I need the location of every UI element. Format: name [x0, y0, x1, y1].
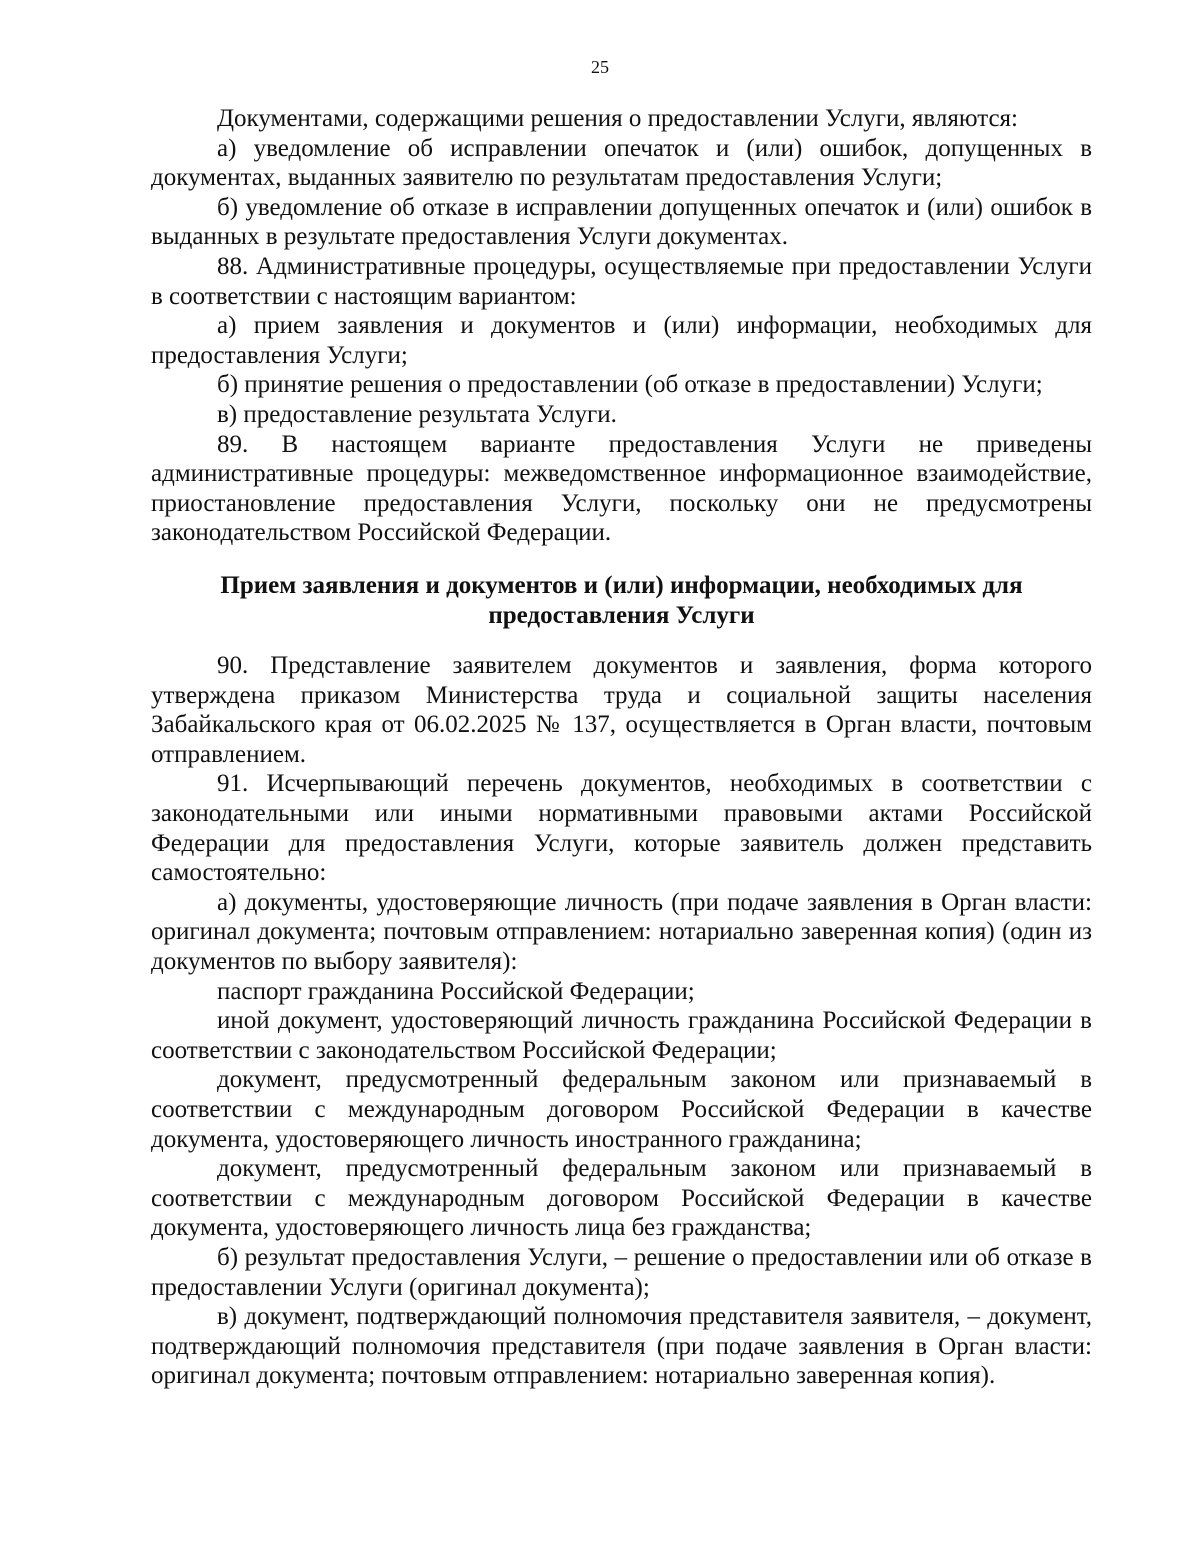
paragraph-stateless-id: документ, предусмотренный федеральным законом или признаваемый в соответствии с международным договором Российской Федерации в качестве документа, удостоверяющего личность лица без гражданства;: [151, 1155, 1092, 1242]
paragraph-91: 91. Исчерпывающий перечень документов, необходимых в соответствии с законодательными или иными нормативными правовыми актами Российской Федерации для предоставления Услуги, которые заявитель должен представить самостоятельно:: [151, 770, 1092, 887]
paragraph-item-b-refusal-notice: б) уведомление об отказе в исправлении допущенных опечаток и (или) ошибок в выданных в результате предоставления Услуги документах.: [151, 193, 1092, 251]
page-number: 25: [591, 57, 609, 77]
paragraph-documents-intro: Документами, содержащими решения о предоставлении Услуги, являются:: [217, 105, 1018, 132]
paragraph-88-item-a: а) прием заявления и документов и (или) информации, необходимых для предоставления Услуги;: [151, 312, 1092, 369]
paragraph-passport: паспорт гражданина Российской Федерации;: [217, 977, 695, 1005]
paragraph-foreign-citizen-id: документ, предусмотренный федеральным законом или признаваемый в соответствии с международным договором Российской Федерации в качестве документа, удостоверяющего личность иностранного гражданина;: [151, 1066, 1092, 1153]
section-heading: Прием заявления и документов и (или) информации, необходимых для предоставления Услуги: [220, 571, 1023, 629]
document-body: [151, 104, 1092, 1391]
paragraph-90: 90. Представление заявителем документов и заявления, форма которого утверждена приказом Министерства труда и социальной защиты населения Забайкальского края от 06.02.2025 № 137, осуществляется в Орган власти, почтовым отправлением.: [151, 652, 1092, 768]
paragraph-88-item-b: б) принятие решения о предоставлении (об отказе в предоставлении) Услуги;: [217, 371, 1043, 399]
paragraph-88-item-v: в) предоставление результата Услуги.: [217, 400, 617, 428]
paragraph-89: 89. В настоящем варианте предоставления Услуги не приведены административные процедуры: межведомственное информационное взаимодействие, приостановление предоставления Услуги, поскольку они не предусмотрены законодательством Российской Федерации.: [151, 430, 1092, 547]
paragraph-item-a-correction-notice: а) уведомление об исправлении опечаток и (или) ошибок, допущенных в документах, выданных заявителю по результатам предоставления Услуги;: [151, 134, 1092, 192]
paragraph-91-item-b: б) результат предоставления Услуги, – решение о предоставлении или об отказе в предоставлении Услуги (оригинал документа);: [151, 1243, 1092, 1301]
paragraph-91-item-v: в) документ, подтверждающий полномочия представителя заявителя, – документ, подтверждающий полномочия представителя (при подаче заявления в Орган власти: оригинал документа; почтовым отправлением: нотариально заверенная копия).: [151, 1303, 1092, 1390]
paragraph-91-item-a: а) документы, удостоверяющие личность (при подаче заявления в Орган власти: оригинал документа; почтовым отправлением: нотариально заверенная копия) (один из документов по выбору заявителя):: [151, 888, 1092, 976]
paragraph-88: 88. Административные процедуры, осуществляемые при предоставлении Услуги в соответствии с настоящим вариантом:: [151, 252, 1092, 310]
paragraph-other-id: иной документ, удостоверяющий личность гражданина Российской Федерации в соответствии с законодательством Российской Федерации;: [151, 1007, 1092, 1064]
